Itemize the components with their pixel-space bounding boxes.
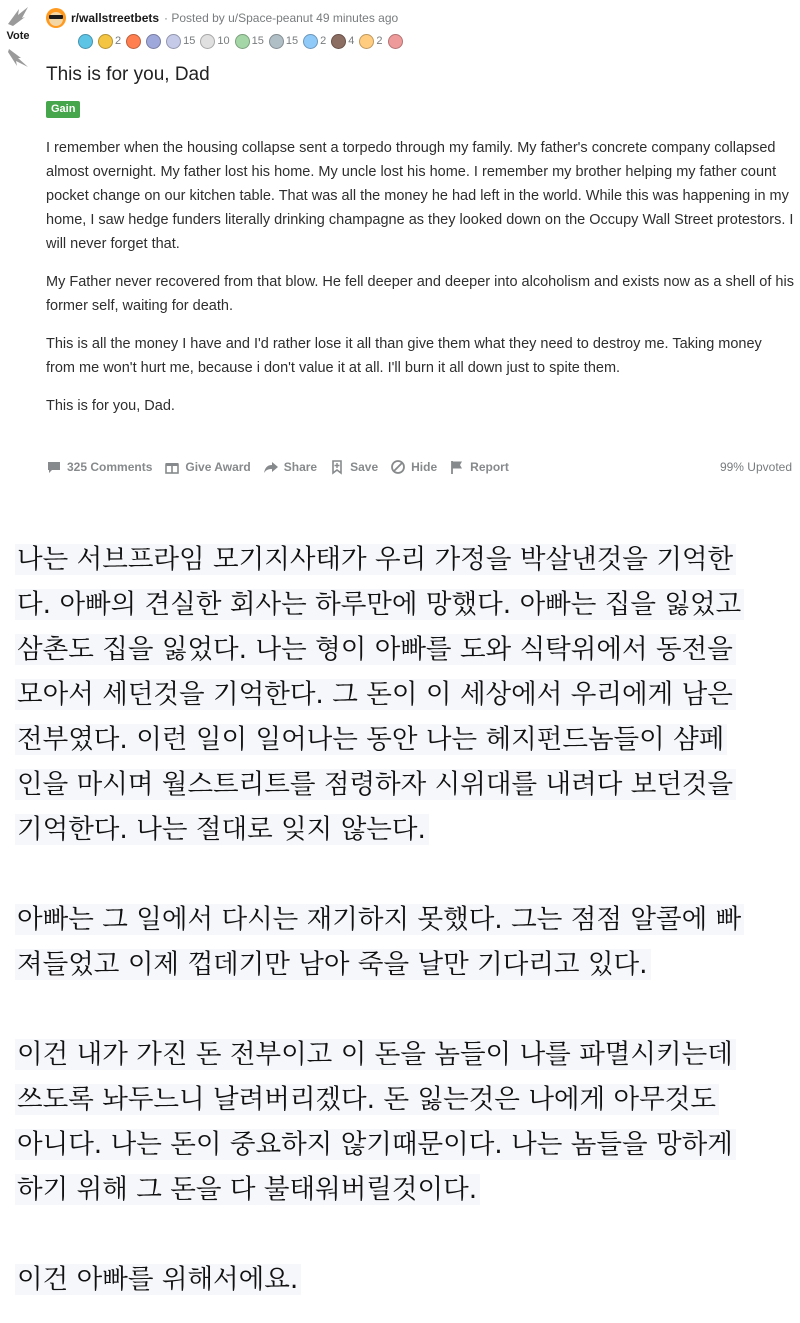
hide-label: Hide xyxy=(411,460,438,474)
translation-text: 이건 아빠를 위해서에요. xyxy=(15,1264,301,1295)
upvote-ratio: 99% Upvoted xyxy=(719,460,792,474)
hide-icon xyxy=(390,459,406,475)
translation-line xyxy=(15,762,790,807)
award-item[interactable] xyxy=(388,34,403,49)
translation-line xyxy=(15,672,790,717)
save-button[interactable] xyxy=(329,459,378,475)
award-count: 15 xyxy=(183,35,196,47)
award-count: 15 xyxy=(285,35,299,47)
translation-text: 다. 아빠의 견실한 회사는 하루만에 망했다. 아빠는 집을 잃었고 xyxy=(15,589,744,620)
upvote-arrow-icon[interactable] xyxy=(5,4,31,28)
comment-icon xyxy=(46,459,62,475)
translation-line xyxy=(15,1257,790,1302)
award-ape-icon xyxy=(331,34,346,49)
vote-label: Vote xyxy=(6,30,30,42)
post-flair[interactable]: Gain xyxy=(46,101,80,118)
translation-text: 이건 내가 가진 돈 전부이고 이 돈을 놈들이 나를 파멸시키는데 xyxy=(15,1039,736,1070)
award-item[interactable] xyxy=(126,34,141,49)
post-paragraph: My Father never recovered from that blow. He fell deeper and deeper into alcoholism and exists now as a shell of his former self, waiting for death. xyxy=(46,274,794,314)
award-item[interactable] xyxy=(269,34,298,49)
award-wholesome-icon xyxy=(200,34,215,49)
award-item[interactable] xyxy=(331,34,354,49)
post-paragraph: I remember when the housing collapse sent a torpedo through my family. My father's concrete company collapsed almost overnight. My father lost his home. My uncle lost his home. I remember my brother helping my father count pocket change on our kitchen table. That was all the money he had left in the world. While this was happening in my home, I saw hedge funders literally drinking champagne as they looked down on the Occupy Wall Street protestors. I will never forget that. xyxy=(46,140,794,252)
translation-line xyxy=(15,1032,790,1077)
translation-line xyxy=(15,897,790,942)
award-helpful-icon xyxy=(78,34,93,49)
gift-icon xyxy=(164,459,180,475)
bookmark-icon xyxy=(329,459,345,475)
post-paragraph: This is for you, Dad. xyxy=(46,398,175,414)
comments-button[interactable] xyxy=(46,459,152,475)
award-item[interactable] xyxy=(303,34,326,49)
posted-by: · Posted by u/Space-peanut 49 minutes ago xyxy=(164,11,399,25)
translation-line xyxy=(15,717,790,762)
award-item[interactable] xyxy=(166,34,195,49)
award-bar[interactable] xyxy=(78,32,408,50)
share-label: Share xyxy=(283,460,318,474)
award-count: 2 xyxy=(115,35,122,47)
award-item[interactable] xyxy=(359,34,382,49)
share-button[interactable] xyxy=(263,459,317,475)
award-item[interactable] xyxy=(235,34,264,49)
award-count: 15 xyxy=(251,35,264,47)
translation-text: 아니다. 나는 돈이 중요하지 않기때문이다. 나는 놈들을 망하게 xyxy=(15,1129,736,1160)
reddit-post xyxy=(0,0,800,490)
post-actions xyxy=(46,456,794,478)
award-count: 4 xyxy=(348,35,355,47)
paragraph-gap xyxy=(15,987,790,1032)
award-item[interactable] xyxy=(98,34,121,49)
translation-text: 인을 마시며 월스트리트를 점령하자 시위대를 내려다 보던것을 xyxy=(15,769,736,800)
report-label: Report xyxy=(470,460,509,474)
award-stonks-icon xyxy=(269,34,284,49)
translation-line xyxy=(15,582,790,627)
translation-text: 하기 위해 그 돈을 다 불태워버릴것이다. xyxy=(15,1174,480,1205)
award-count: 10 xyxy=(217,35,230,47)
subreddit-link[interactable]: r/wallstreetbets xyxy=(71,11,160,25)
give-award-label: Give Award xyxy=(185,460,251,474)
flag-icon xyxy=(449,459,465,475)
translation-line xyxy=(15,537,790,582)
translation-line xyxy=(15,1077,790,1122)
translation-text: 나는 서브프라임 모기지사태가 우리 가정을 박살낸것을 기억한 xyxy=(15,544,736,575)
post-paragraph: This is all the money I have and I'd rather lose it all than give them what they need to destroy me. Taking money from me won't hurt me, because i don't value it at all. I'll burn it all down just to spite them. xyxy=(46,336,762,376)
award-item[interactable] xyxy=(78,34,93,49)
translation-text: 기억한다. 나는 절대로 잊지 않는다. xyxy=(15,814,429,845)
award-diamond-icon xyxy=(303,34,318,49)
vote-column xyxy=(0,4,36,70)
save-label: Save xyxy=(350,460,379,474)
translation-line xyxy=(15,1122,790,1167)
report-button[interactable] xyxy=(449,459,509,475)
translation-text: 모아서 세던것을 기억한다. 그 돈이 이 세상에서 우리에게 남은 xyxy=(15,679,736,710)
translation-text: 전부였다. 이런 일이 일어나는 동안 나는 헤지펀드놈들이 샴페 xyxy=(15,724,727,755)
translation-line xyxy=(15,627,790,672)
award-count: 2 xyxy=(376,35,383,47)
post-meta xyxy=(46,8,398,28)
translation-text: 져들었고 이제 껍데기만 남아 죽을 날만 기다리고 있다. xyxy=(15,949,651,980)
post-body xyxy=(46,136,794,432)
subreddit-icon[interactable] xyxy=(46,8,66,28)
translation-line xyxy=(15,1167,790,1212)
post-title[interactable]: This is for you, Dad xyxy=(46,64,210,85)
translation-line xyxy=(15,807,790,852)
translation-text: 쓰도록 놔두느니 날려버리겠다. 돈 잃는것은 나에게 아무것도 xyxy=(15,1084,719,1115)
award-item[interactable] xyxy=(146,34,161,49)
give-award-button[interactable] xyxy=(164,459,250,475)
award-gold-icon xyxy=(98,34,113,49)
comments-label: 325 Comments xyxy=(67,460,153,474)
translation-text: 삼촌도 집을 잃었다. 나는 형이 아빠를 도와 식탁위에서 동전을 xyxy=(15,634,736,665)
award-money-icon xyxy=(235,34,250,49)
translation-line xyxy=(15,942,790,987)
award-dog-icon xyxy=(388,34,403,49)
paragraph-gap xyxy=(15,852,790,897)
translation-text: 아빠는 그 일에서 다시는 재기하지 못했다. 그는 점점 알콜에 빠 xyxy=(15,904,744,935)
award-item[interactable] xyxy=(200,34,229,49)
hide-button[interactable] xyxy=(390,459,437,475)
paragraph-gap xyxy=(15,1212,790,1257)
award-rocket-icon xyxy=(126,34,141,49)
downvote-arrow-icon[interactable] xyxy=(5,46,31,70)
award-starstruck-icon xyxy=(166,34,181,49)
award-count: 2 xyxy=(320,35,327,47)
korean-translation xyxy=(15,537,790,1302)
award-hugz-icon xyxy=(146,34,161,49)
award-tendies-icon xyxy=(359,34,374,49)
share-arrow-icon xyxy=(263,459,279,475)
